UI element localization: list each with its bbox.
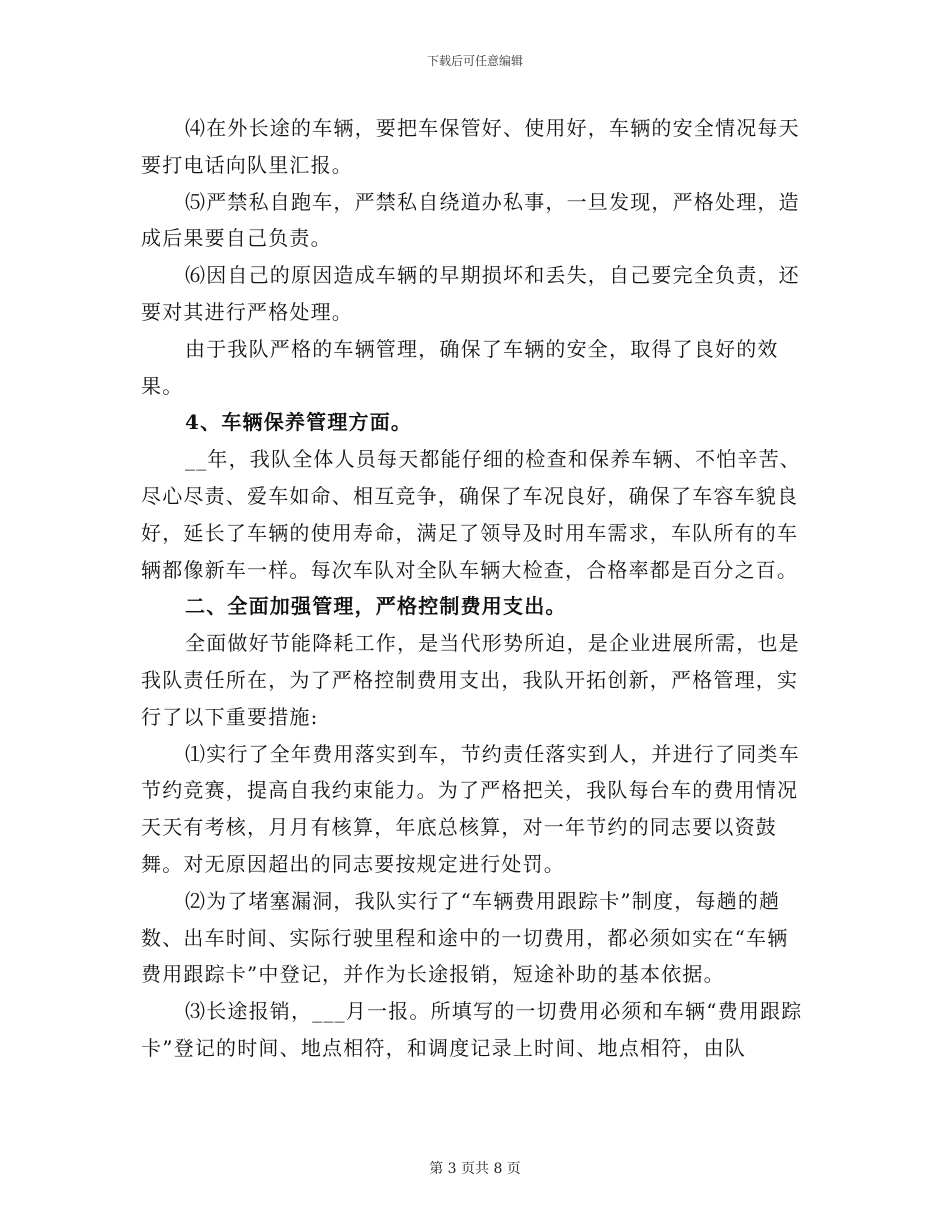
paragraph-item-5: ⑸严禁私自跑车，严禁私自绕道办私事，一旦发现，严格处理，造成后果要自己负责。: [141, 189, 800, 251]
paragraph-cost-intro: 全面做好节能降耗工作，是当代形势所迫，是企业进展所需，也是我队责任所在，为了严格控制费用支出，我队开拓创新，严格管理，实行了以下重要措施:: [141, 631, 800, 729]
paragraph-maintenance: __年，我队全体人员每天都能仔细的检查和保养车辆、不怕辛苦、尽心尽责、爱车如命、相互竞争，确保了车况良好，确保了车容车貌良好，延长了车辆的使用寿命，满足了领导及时用车需求，车队所有的车辆都像新车一样。每次车队对全队车辆大检查，合格率都是百分之百。: [141, 447, 801, 582]
paragraph-measure-3: ⑶长途报销，___月一报。所填写的一切费用必须和车辆“费用跟踪卡”登记的时间、地点相符，和调度记录上时间、地点相符，由队: [141, 999, 803, 1060]
paragraph-measure-1: ⑴实行了全年费用落实到车，节约责任落实到人，并进行了同类车节约竞赛，提高自我约束能力。为了严格把关，我队每台车的费用情况天天有考核，月月有核算，年底总核算，对一年节约的同志要以资鼓舞。对无原因超出的同志要按规定进行处罚。: [141, 741, 800, 876]
paragraph-measure-2: ⑵为了堵塞漏洞，我队实行了“车辆费用跟踪卡”制度，每趟的趟数、出车时间、实际行驶里程和途中的一切费用，都必须如实在“车辆费用跟踪卡”中登记，并作为长途报销，短途补助的基本依据。: [141, 888, 789, 987]
paragraph-item-4: ⑷在外长途的车辆，要把车保管好、使用好，车辆的安全情况每天要打电话向队里汇报。: [141, 116, 800, 177]
paragraph-item-6: ⑹因自己的原因造成车辆的早期损坏和丢失，自己要完全负责，还要对其进行严格处理。: [141, 263, 800, 324]
document-body: [141, 110, 806, 1067]
page-header: 下载后可任意编辑: [426, 54, 523, 68]
paragraph-summary: 由于我队严格的车辆管理，确保了车辆的安全，取得了良好的效果。: [141, 336, 779, 398]
page-footer: 第 3 页共 8 页: [429, 1161, 521, 1177]
section-heading-cost-control: 二、全面加强管理，严格控制费用支出。: [185, 594, 567, 619]
section-heading-maintenance: 4、车辆保养管理方面。: [185, 410, 413, 435]
